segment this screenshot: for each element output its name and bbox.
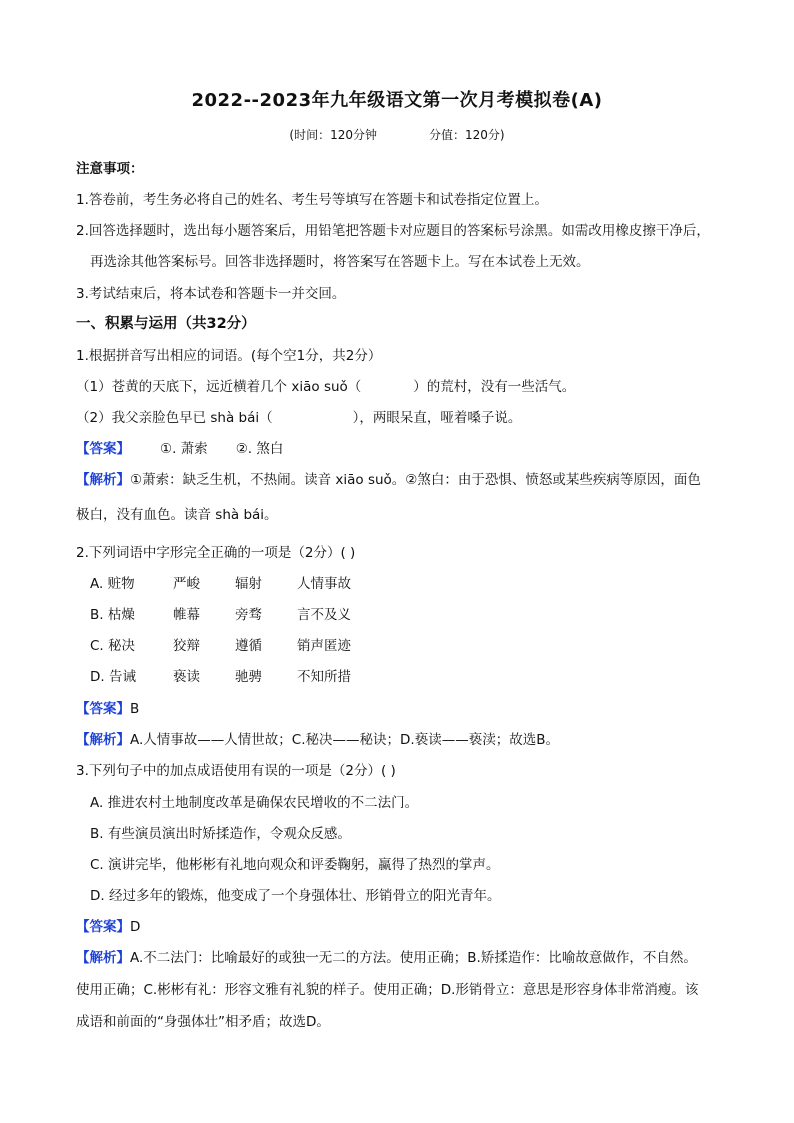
time-limit: (时间：120分钟 bbox=[289, 128, 377, 142]
q2-option: C. 秘决 狡辩 遵循 销声匿迹 bbox=[90, 638, 351, 654]
q1-answer: 【答案】 ①. 萧索 ②. 煞白 bbox=[76, 441, 284, 457]
q1-sentence-1: （1）苍黄的天底下，远近横着几个 xiāo suǒ（ ）的荒村，没有一些活气。 bbox=[76, 379, 576, 395]
exam-subtitle bbox=[0, 126, 794, 143]
q2-answer: 【答案】B bbox=[76, 701, 140, 717]
notice-item: 再选涂其他答案标号。回答非选择题时，将答案写在答题卡上。写在本试卷上无效。 bbox=[90, 254, 590, 270]
q3-analysis-cont: 使用正确；C.彬彬有礼：形容文雅有礼貌的样子。使用正确；D.形销骨立：意思是形容身体非常消瘦。该 bbox=[76, 982, 699, 998]
notice-item: 1.答卷前，考生务必将自己的姓名、考生号等填写在答题卡和试卷指定位置上。 bbox=[76, 192, 548, 208]
q2-option: B. 枯燥 帷幕 旁骛 言不及义 bbox=[90, 607, 351, 623]
analysis-label: 【解析】 bbox=[76, 950, 130, 966]
q1-analysis-cont: 极白，没有血色。读音 shà bái。 bbox=[76, 507, 278, 523]
q1-analysis: 【解析】①萧索：缺乏生机，不热闹。读音 xiāo suǒ。②煞白：由于恐惧、愤怒或某些疾病等原因，面色 bbox=[76, 472, 701, 488]
q3-analysis-cont: 成语和前面的“身强体壮”相矛盾；故选D。 bbox=[76, 1014, 330, 1030]
q2-option: A. 赃物 严峻 辐射 人情事故 bbox=[90, 576, 351, 592]
analysis-label: 【解析】 bbox=[76, 472, 130, 488]
q2-analysis: 【解析】A.人情事故——人情世故；C.秘决——秘诀；D.亵读——亵渎；故选B。 bbox=[76, 732, 559, 748]
answer-label: 【答案】 bbox=[76, 701, 130, 717]
notice-item: 2.回答选择题时，选出每小题答案后，用铅笔把答题卡对应题目的答案标号涂黑。如需改用橡皮擦干净后， bbox=[76, 223, 710, 239]
section-heading: 一、积累与运用（共32分） bbox=[76, 316, 256, 332]
notice-item: 3.考试结束后，将本试卷和答题卡一并交回。 bbox=[76, 286, 346, 302]
q1-stem: 1.根据拼音写出相应的词语。(每个空1分，共2分） bbox=[76, 348, 382, 364]
q3-option: A. 推进农村土地制度改革是确保农民增收的不二法门。 bbox=[90, 795, 419, 811]
notice-heading: 注意事项： bbox=[76, 161, 144, 177]
q3-option: B. 有些演员演出时矫揉造作，令观众反感。 bbox=[90, 826, 351, 842]
q2-stem: 2.下列词语中字形完全正确的一项是（2分）( ) bbox=[76, 545, 356, 561]
answer-label: 【答案】 bbox=[76, 441, 130, 457]
q3-option: D. 经过多年的锻炼，他变成了一个身强体壮、形销骨立的阳光青年。 bbox=[90, 888, 501, 904]
answer-label: 【答案】 bbox=[76, 919, 130, 935]
q3-analysis: 【解析】A.不二法门：比喻最好的或独一无二的方法。使用正确；B.矫揉造作：比喻故意做作，不自然。 bbox=[76, 950, 697, 966]
q3-option: C. 演讲完毕，他彬彬有礼地向观众和评委鞠躬，赢得了热烈的掌声。 bbox=[90, 857, 500, 873]
analysis-label: 【解析】 bbox=[76, 732, 130, 748]
q3-answer: 【答案】D bbox=[76, 919, 141, 935]
q2-option: D. 告诫 亵读 驰骋 不知所措 bbox=[90, 669, 351, 685]
q1-sentence-2: （2）我父亲脸色早已 shà bái（ ），两眼呆直，哑着嗓子说。 bbox=[76, 410, 522, 426]
total-score: 分值：120分) bbox=[429, 128, 505, 142]
q3-stem: 3.下列句子中的加点成语使用有误的一项是（2分）( ) bbox=[76, 763, 396, 779]
exam-title: 2022--2023年九年级语文第一次月考模拟卷(A) bbox=[191, 90, 603, 111]
